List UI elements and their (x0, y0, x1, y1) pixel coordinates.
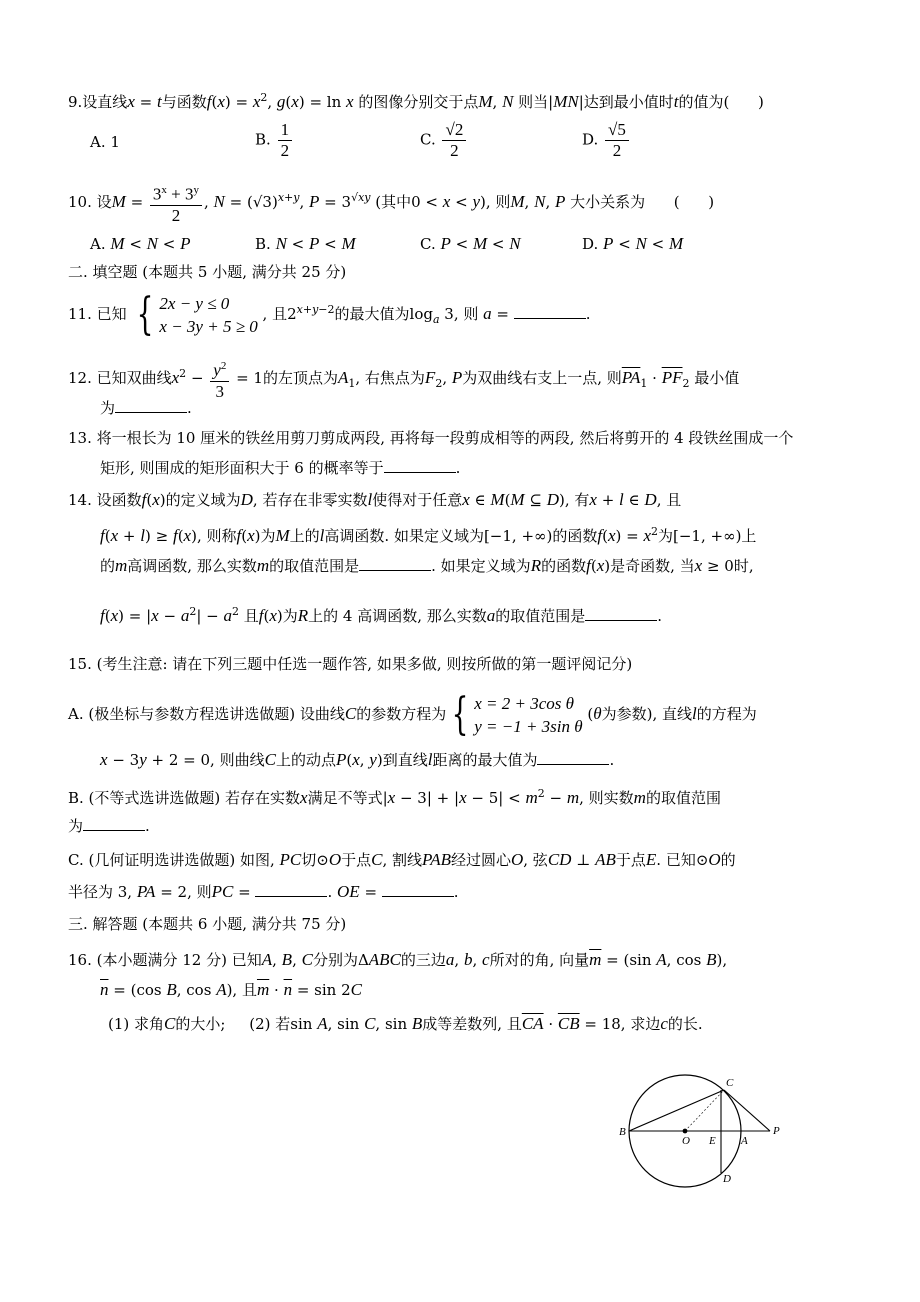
q16-line3: (1) 求角C的大小; (2) 若sin A, sin C, sin B成等差数列, 且$\overline{CA} \cdot \overline{CB} = 18$, 求边c的长. (108, 1014, 703, 1033)
q15-a-line2: x − 3y + 2 = 0, 则曲线C上的动点P(x, y)到直线l距离的最大值为 . (100, 750, 615, 769)
q10-option-a: A. M < N < P (90, 234, 191, 253)
q9-option-c: C. $\frac{√2}{2}$ (420, 120, 468, 161)
q11: 11. 已知 { 2x − y ≤ 0 x − 3y + 5 ≥ 0 , 且$2^{x+y-2}$的最大值为$\log_a 3$, 则 a = . (68, 289, 591, 340)
q12-line1: 12. 已知双曲线$x^2$ − $\frac{y^2}{3}$ = 1的左顶点为$A_1$, 右焦点为$F_2$, P为双曲线右支上一点, 则$\overline{PA}_1 \cdot \overline{PF}_2$ 最小值 (68, 356, 739, 402)
q15-b-line2: 为 . (68, 817, 150, 835)
q15-intro: 15. (考生注意: 请在下列三题中任选一题作答, 如果多做, 则按所做的第一题评阅记分) (68, 655, 633, 673)
q14-line1: 14. 设函数f(x)的定义域为D, 若存在非零实数l使得对于任意x ∈ M(M ⊆ D), 有x + l ∈ D, 且 (68, 490, 682, 509)
q15-c-line2: 半径为 3, PA = 2, 则PC = . OE = . (68, 882, 459, 901)
q14-line4: $f(x) = |x - a^2| - a^2$ 且f(x)为R上的 4 高调函数, 那么实数a的取值范围是 . (100, 605, 663, 625)
q15-a-line1: A. (极坐标与参数方程选讲选做题) 设曲线C的参数方程为 { x = 2 + 3cos θ y = −1 + 3sin θ (θ为参数), 直线l的方程为 (68, 689, 757, 740)
label-d: D (723, 1173, 731, 1185)
q10-stem: 10. 设M = $\frac{3^x + 3^y}{2}$ , $N = (√3)^{x+y}$, $P = 3^{√xy}$ (其中0 < x < y), 则M, N, P 大小关系为 ( ) (68, 180, 714, 226)
label-c: C (726, 1077, 734, 1089)
q16-line1: 16. (本小题满分 12 分) 已知A, B, C分别为ΔABC的三边a, b, c所对的角, 向量$\overline{m} = (\sin$ A, cos B), (68, 950, 728, 969)
label-b: B (619, 1126, 626, 1138)
q9-option-b: B. $\frac{1}{2}$ (255, 120, 294, 161)
q13-line2: 矩形, 则围成的矩形面积大于 6 的概率等于 . (100, 459, 461, 477)
label-e: E (709, 1135, 716, 1147)
section-3-heading: 三. 解答题 (本题共 6 小题, 满分共 75 分) (68, 915, 347, 933)
q16-line2: $\overline{n} = (\cos$ B, cos A), 且$\overline{m} \cdot \overline{n} = \sin 2C$ (100, 980, 362, 999)
q10-option-c: C. P < M < N (420, 234, 521, 253)
q15-c-line1: C. (几何证明选讲选做题) 如图, PC切⊙O于点C, 割线PAB经过圆心O, 弦CD ⊥ AB于点E. 已知⊙O的 (68, 850, 736, 869)
section-2-heading: 二. 填空题 (本题共 5 小题, 满分共 25 分) (68, 263, 347, 281)
radius-oc (685, 1090, 724, 1131)
q14-line2: f(x + l) ≥ f(x), 则称f(x)为M上的l高调函数. 如果定义域为[−1, +∞)的函数$f(x) = x^2$为[−1, +∞)上 (100, 525, 757, 545)
q14-line3: 的m高调函数, 那么实数m的取值范围是 . 如果定义域为R的函数f(x)是奇函数, 当x ≥ 0时, (100, 556, 754, 575)
label-o: O (682, 1135, 690, 1147)
q10-option-b: B. N < P < M (255, 234, 356, 253)
tangent-pc (724, 1090, 770, 1131)
q9-option-d: D. $\frac{√5}{2}$ (582, 120, 631, 161)
q13-line1: 13. 将一根长为 10 厘米的铁丝用剪刀剪成两段, 再将每一段剪成相等的两段, 然后将剪开的 4 段铁丝围成一个 (68, 429, 794, 447)
chord-bc (629, 1090, 724, 1131)
q9-option-a: A. 1 (90, 133, 120, 151)
q12-line2: 为 . (100, 399, 192, 417)
q15-b-line1: B. (不等式选讲选做题) 若存在实数x满足不等式$|x - 3| + |x - 5| < m^2 - m$, 则实数m的取值范围 (68, 787, 721, 807)
circle-secant-tangent-figure (610, 1068, 810, 1196)
q10-option-d: D. P < N < M (582, 234, 684, 253)
label-a: A (741, 1135, 748, 1147)
label-p: P (773, 1125, 780, 1137)
center-point (683, 1129, 688, 1134)
q9-stem: 9.设直线x = t与函数$f(x) = x^2$, g(x) = ln x 的图像分别交于点M, N 则当|MN|达到最小值时t的值为( ) (68, 91, 764, 111)
